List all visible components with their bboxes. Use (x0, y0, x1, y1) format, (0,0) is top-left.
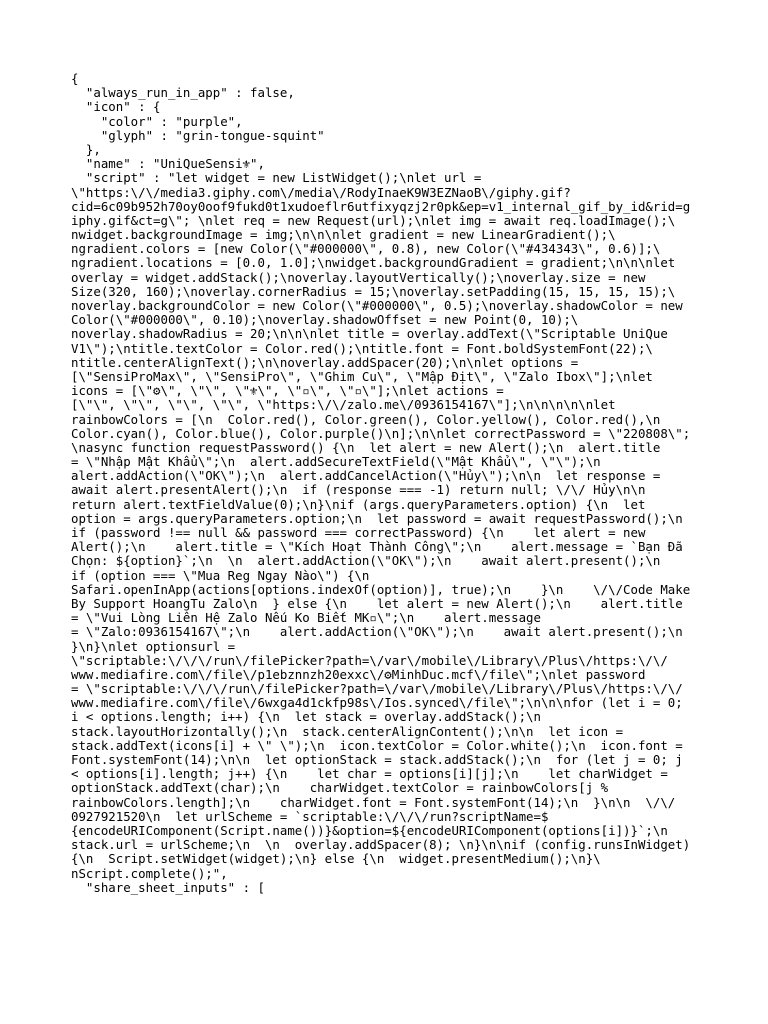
code-line: \"https:\/\/media3.giphy.com\/media\/RodyInaeK9W3EZNaoB\/giphy.gif? (71, 185, 571, 200)
code-line: {encodeURIComponent(Script.name())}&option=${encodeURIComponent(options[i])}`;\n (71, 823, 668, 838)
code-line: nScript.complete();", (71, 866, 228, 881)
code-line: Alert();\n alert.title = \"Kích Hoạt Thành Công\";\n alert.message = `Bạn Đã (71, 540, 683, 555)
code-line: [\"\", \"\", \"\", \"\", \"https:\/\/zalo.me\/0936154167\"];\n\n\n\n\nlet (71, 398, 616, 413)
code-line: {\n Script.setWidget(widget);\n} else {\n widget.presentMedium();\n}\ (71, 852, 601, 867)
code-line: = \"Vui Lòng Liên Hệ Zalo Nếu Ko Biết MK▫\";\n alert.message (71, 611, 541, 626)
code-line: cid=6c09b952h70oy0oof9fukd0t1xudoeflr6utfixyqzj2r0pk&ep=v1_internal_gif_by_id&rid=g (71, 199, 691, 214)
code-line: rainbowColors = [\n Color.red(), Color.green(), Color.yellow(), Color.red(),\n (71, 412, 661, 427)
code-line: Font.systemFont(14);\n\n let optionStack = stack.addStack();\n for (let j = 0; j (71, 753, 683, 767)
code-line: < options[i].length; j++) {\n let char = options[i][j];\n let charWidget = (71, 767, 668, 782)
code-line: By Support HoangTu Zalo\n } else {\n let alert = new Alert();\n alert.title (71, 596, 683, 611)
code-line: "name" : "UniQueSensi⚜", (71, 157, 265, 172)
code-line: V1\");\ntitle.textColor = Color.red();\ntitle.font = Font.boldSystemFont(22);\ (71, 341, 653, 356)
code-line: Safari.openInApp(actions[options.indexOf(option)], true);\n }\n \/\/Code Make (71, 582, 691, 597)
code-line: if (password !== null && password === correctPassword) {\n let alert = new (71, 526, 646, 540)
code-line: icons = [\"⚙\", \"\", \"⚜\", \"▫\", \"▫\"];\nlet actions = (71, 384, 504, 399)
code-line: { (71, 72, 79, 86)
code-line: option = args.queryParameters.option;\n let password = await requestPassword();\n (71, 511, 683, 526)
code-line: iphy.gif&ct=g\"; \nlet req = new Request(url);\nlet img = await req.loadImage();\ (71, 213, 676, 228)
code-line: "share_sheet_inputs" : [ (71, 880, 265, 895)
code-line: \nasync function requestPassword() {\n let alert = new Alert();\n alert.title (71, 440, 661, 455)
code-line: overlay = widget.addStack();\noverlay.layoutVertically();\noverlay.size = new (71, 270, 646, 285)
code-line: = \"Nhập Mật Khẩu\";\n alert.addSecureTextField(\"Mật Khẩu\", \"\");\n (71, 455, 601, 470)
code-line: }, (71, 142, 101, 157)
code-line: www.mediafire.com\/file\/p1ebznnzh20exxc\/⚙MinhDuc.mcf\/file\";\nlet password (71, 667, 646, 682)
code-line: Color(\"#000000\", 0.10);\noverlay.shadowOffset = new Point(0, 10);\ (71, 313, 579, 328)
code-line: }\n}\nlet optionsurl = (71, 639, 236, 654)
code-line: stack.url = urlScheme;\n \n overlay.addSpacer(8); \n}\n\nif (config.runsInWidget) (71, 838, 691, 853)
json-code-block (71, 72, 697, 895)
code-line: Chọn: ${option}`;\n \n alert.addAction(\"OK\");\n await alert.present();\n (71, 554, 661, 569)
code-line: "always_run_in_app" : false, (71, 86, 295, 101)
code-line: alert.addAction(\"OK\");\n alert.addCancelAction(\"Hủy\");\n\n let response = (71, 469, 661, 484)
code-line: www.mediafire.com\/file\/6wxga4d1ckfp98s\/Ios.synced\/file\";\n\n\nfor (let i = 0; (71, 696, 683, 711)
code-line: return alert.textFieldValue(0);\n}\nif (args.queryParameters.option) {\n let (71, 497, 646, 512)
code-line: ngradient.locations = [0.0, 1.0];\nwidget.backgroundGradient = gradient;\n\n\nlet (71, 256, 676, 271)
code-line: [\"SensiProMax\", \"SensiPro\", \"Ghim Cu\", \"Mập Địt\", \"Zalo Ibox\"];\nlet (71, 369, 653, 384)
code-line: Color.cyan(), Color.blue(), Color.purple()\n];\n\nlet correctPassword = \"220808\"; (71, 426, 691, 441)
code-line: 0927921520\n let urlScheme = `scriptable:\/\/\/run?scriptName=$ (71, 809, 549, 824)
code-line: \"scriptable:\/\/\/run\/filePicker?path=\/var\/mobile\/Library\/Plus\/https:\/\/ (71, 653, 668, 668)
code-line: stack.layoutHorizontally();\n stack.centerAlignContent();\n\n let icon = (71, 724, 624, 739)
code-line: "glyph" : "grin-tongue-squint" (71, 128, 325, 143)
code-line: await alert.presentAlert();\n if (response === -1) return null; \/\/ Hủy\n\n (71, 483, 646, 498)
code-line: rainbowColors.length];\n charWidget.font = Font.systemFont(14);\n }\n\n \/\/ (71, 795, 676, 810)
code-line: "script" : "let widget = new ListWidget();\nlet url = (71, 171, 482, 186)
code-line: Size(320, 160);\noverlay.cornerRadius = 15;\noverlay.setPadding(15, 15, 15, 15);\ (71, 284, 676, 299)
code-line: = \"scriptable:\/\/\/run\/filePicker?path=\/var\/mobile\/Library\/Plus\/https:\/\/ (71, 682, 683, 697)
code-line: optionStack.addText(char);\n charWidget.textColor = rainbowColors[j % (71, 781, 609, 796)
code-line: noverlay.shadowRadius = 20;\n\n\nlet title = overlay.addText(\"Scriptable UniQue (71, 327, 668, 342)
code-line: if (option === \"Mua Reg Ngay Nào\") {\n (71, 568, 370, 583)
code-line: nwidget.backgroundImage = img;\n\n\nlet gradient = new LinearGradient();\ (71, 228, 616, 243)
code-line: = \"Zalo:0936154167\";\n alert.addAction(\"OK\");\n await alert.present();\n (71, 625, 683, 640)
code-line: "icon" : { (71, 100, 161, 115)
code-line: ngradient.colors = [new Color(\"#000000\", 0.8), new Color(\"#434343\", 0.6)];\ (71, 242, 661, 257)
code-line: ntitle.centerAlignText();\n\noverlay.addSpacer(20);\n\nlet options = (71, 355, 579, 370)
code-line: stack.addText(icons[i] + \" \");\n icon.textColor = Color.white();\n icon.font = (71, 738, 683, 753)
code-line: i < options.length; i++) {\n let stack = overlay.addStack();\n (71, 710, 541, 725)
code-line: "color" : "purple", (71, 114, 243, 129)
code-line: noverlay.backgroundColor = new Color(\"#000000\", 0.5);\noverlay.shadowColor = new (71, 299, 683, 313)
